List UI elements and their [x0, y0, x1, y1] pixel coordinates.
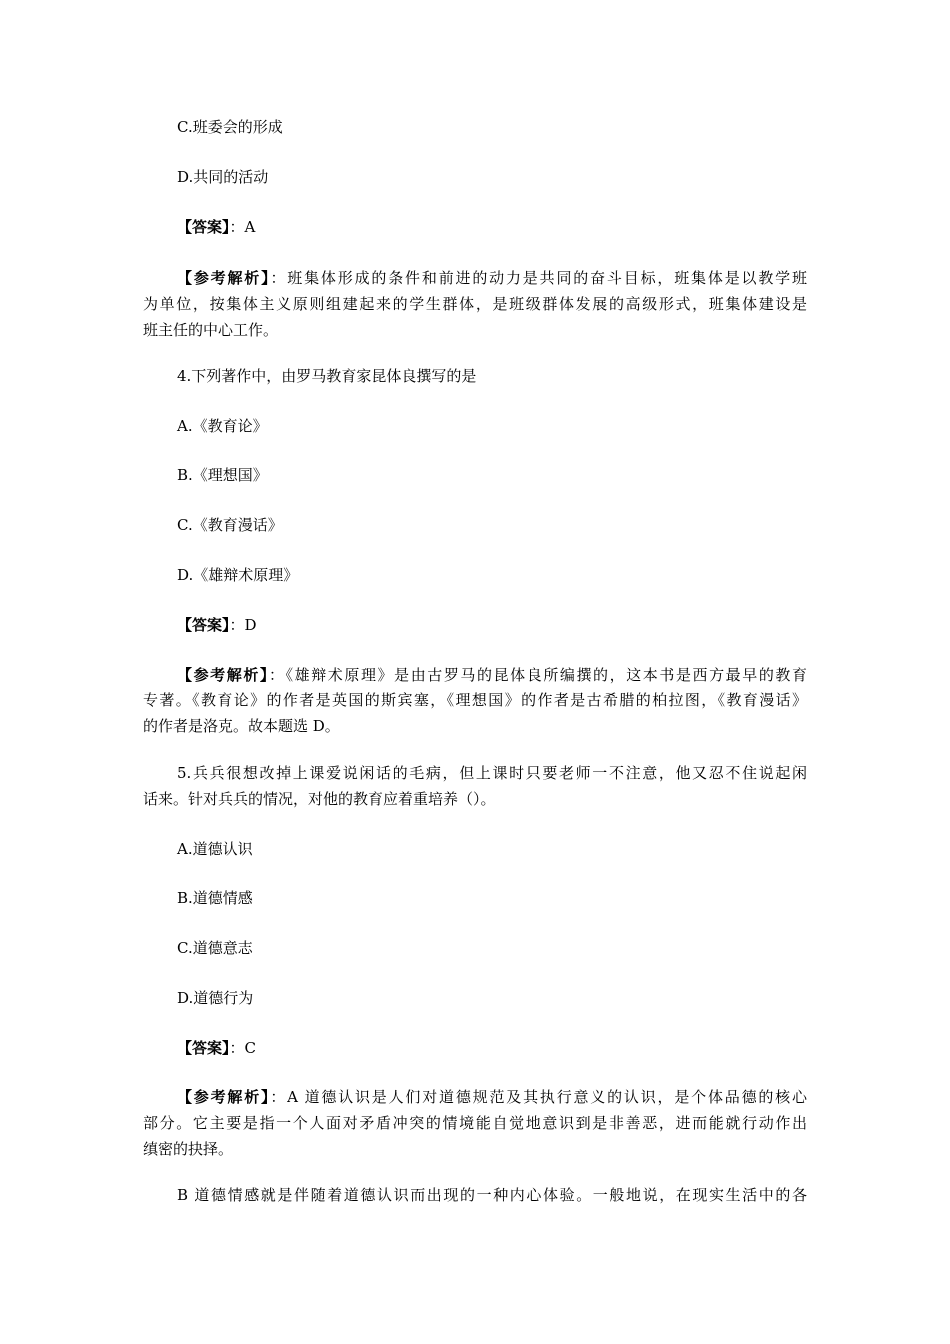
- q5-answer: [177, 1036, 256, 1060]
- q4-analysis-line-1: [177, 663, 807, 687]
- q3-option-c: C.班委会的形成: [177, 118, 283, 136]
- q5-stem-line-1: 5.兵兵很想改掉上课爱说闲话的毛病，但上课时只要老师一不注意，他又忍不住说起闲: [177, 764, 807, 782]
- answer-value: ：D: [229, 616, 257, 634]
- answer-label: 【答案】: [177, 616, 230, 634]
- q5-analysis-b-line-1: B 道德情感就是伴随着道德认识而出现的一种内心体验。一般地说，在现实生活中的各: [177, 1186, 807, 1204]
- analysis-text: ：班集体形成的条件和前进的动力是共同的奋斗目标，班集体是以教学班: [270, 269, 807, 287]
- q3-analysis-line-1: [177, 266, 807, 290]
- q4-option-a: A.《教育论》: [177, 417, 268, 435]
- q3-option-d: D.共同的活动: [177, 168, 269, 186]
- q5-option-a: A.道德认识: [177, 840, 253, 858]
- analysis-text: ：A 道德认识是人们对道德规范及其执行意义的认识，是个体品德的核心: [270, 1088, 807, 1106]
- analysis-label: 【参考解析】: [177, 269, 271, 287]
- q5-option-b: B.道德情感: [177, 889, 253, 907]
- q4-stem: 4.下列著作中，由罗马教育家昆体良撰写的是: [177, 367, 477, 385]
- q4-answer: [177, 613, 257, 637]
- analysis-label: 【参考解析】: [177, 666, 269, 684]
- q3-analysis-line-3: 班主任的中心工作。: [143, 321, 279, 339]
- analysis-label: 【参考解析】: [177, 1088, 271, 1106]
- analysis-text: ：《雄辩术原理》是由古罗马的昆体良所编撰的，这本书是西方最早的教育: [268, 666, 807, 684]
- answer-label: 【答案】: [177, 1039, 230, 1057]
- q4-option-b: B.《理想国》: [177, 466, 268, 484]
- q3-analysis-line-2: 为单位，按集体主义原则组建起来的学生群体，是班级群体发展的高级形式，班集体建设是: [143, 295, 807, 313]
- q5-option-c: C.道德意志: [177, 939, 253, 957]
- q4-option-c: C.《教育漫话》: [177, 516, 283, 534]
- q4-option-d: D.《雄辩术原理》: [177, 566, 299, 584]
- answer-value: ：A: [229, 218, 256, 236]
- answer-value: ：C: [229, 1039, 256, 1057]
- q5-analysis-line-2: 部分。它主要是指一个人面对矛盾冲突的情境能自觉地意识到是非善恶，进而能就行动作出: [143, 1114, 807, 1132]
- q3-answer: [177, 215, 255, 239]
- q5-stem-line-2: 话来。针对兵兵的情况，对他的教育应着重培养（）。: [143, 790, 496, 808]
- q5-option-d: D.道德行为: [177, 989, 254, 1007]
- answer-label: 【答案】: [177, 218, 230, 236]
- q4-analysis-line-3: 的作者是洛克。故本题选 D。: [143, 717, 340, 735]
- q4-analysis-line-2: 专著。《教育论》的作者是英国的斯宾塞，《理想国》的作者是古希腊的柏拉图，《教育漫话》: [143, 691, 807, 709]
- q5-analysis-line-3: 缜密的抉择。: [143, 1140, 234, 1158]
- q5-analysis-line-1: [177, 1085, 807, 1109]
